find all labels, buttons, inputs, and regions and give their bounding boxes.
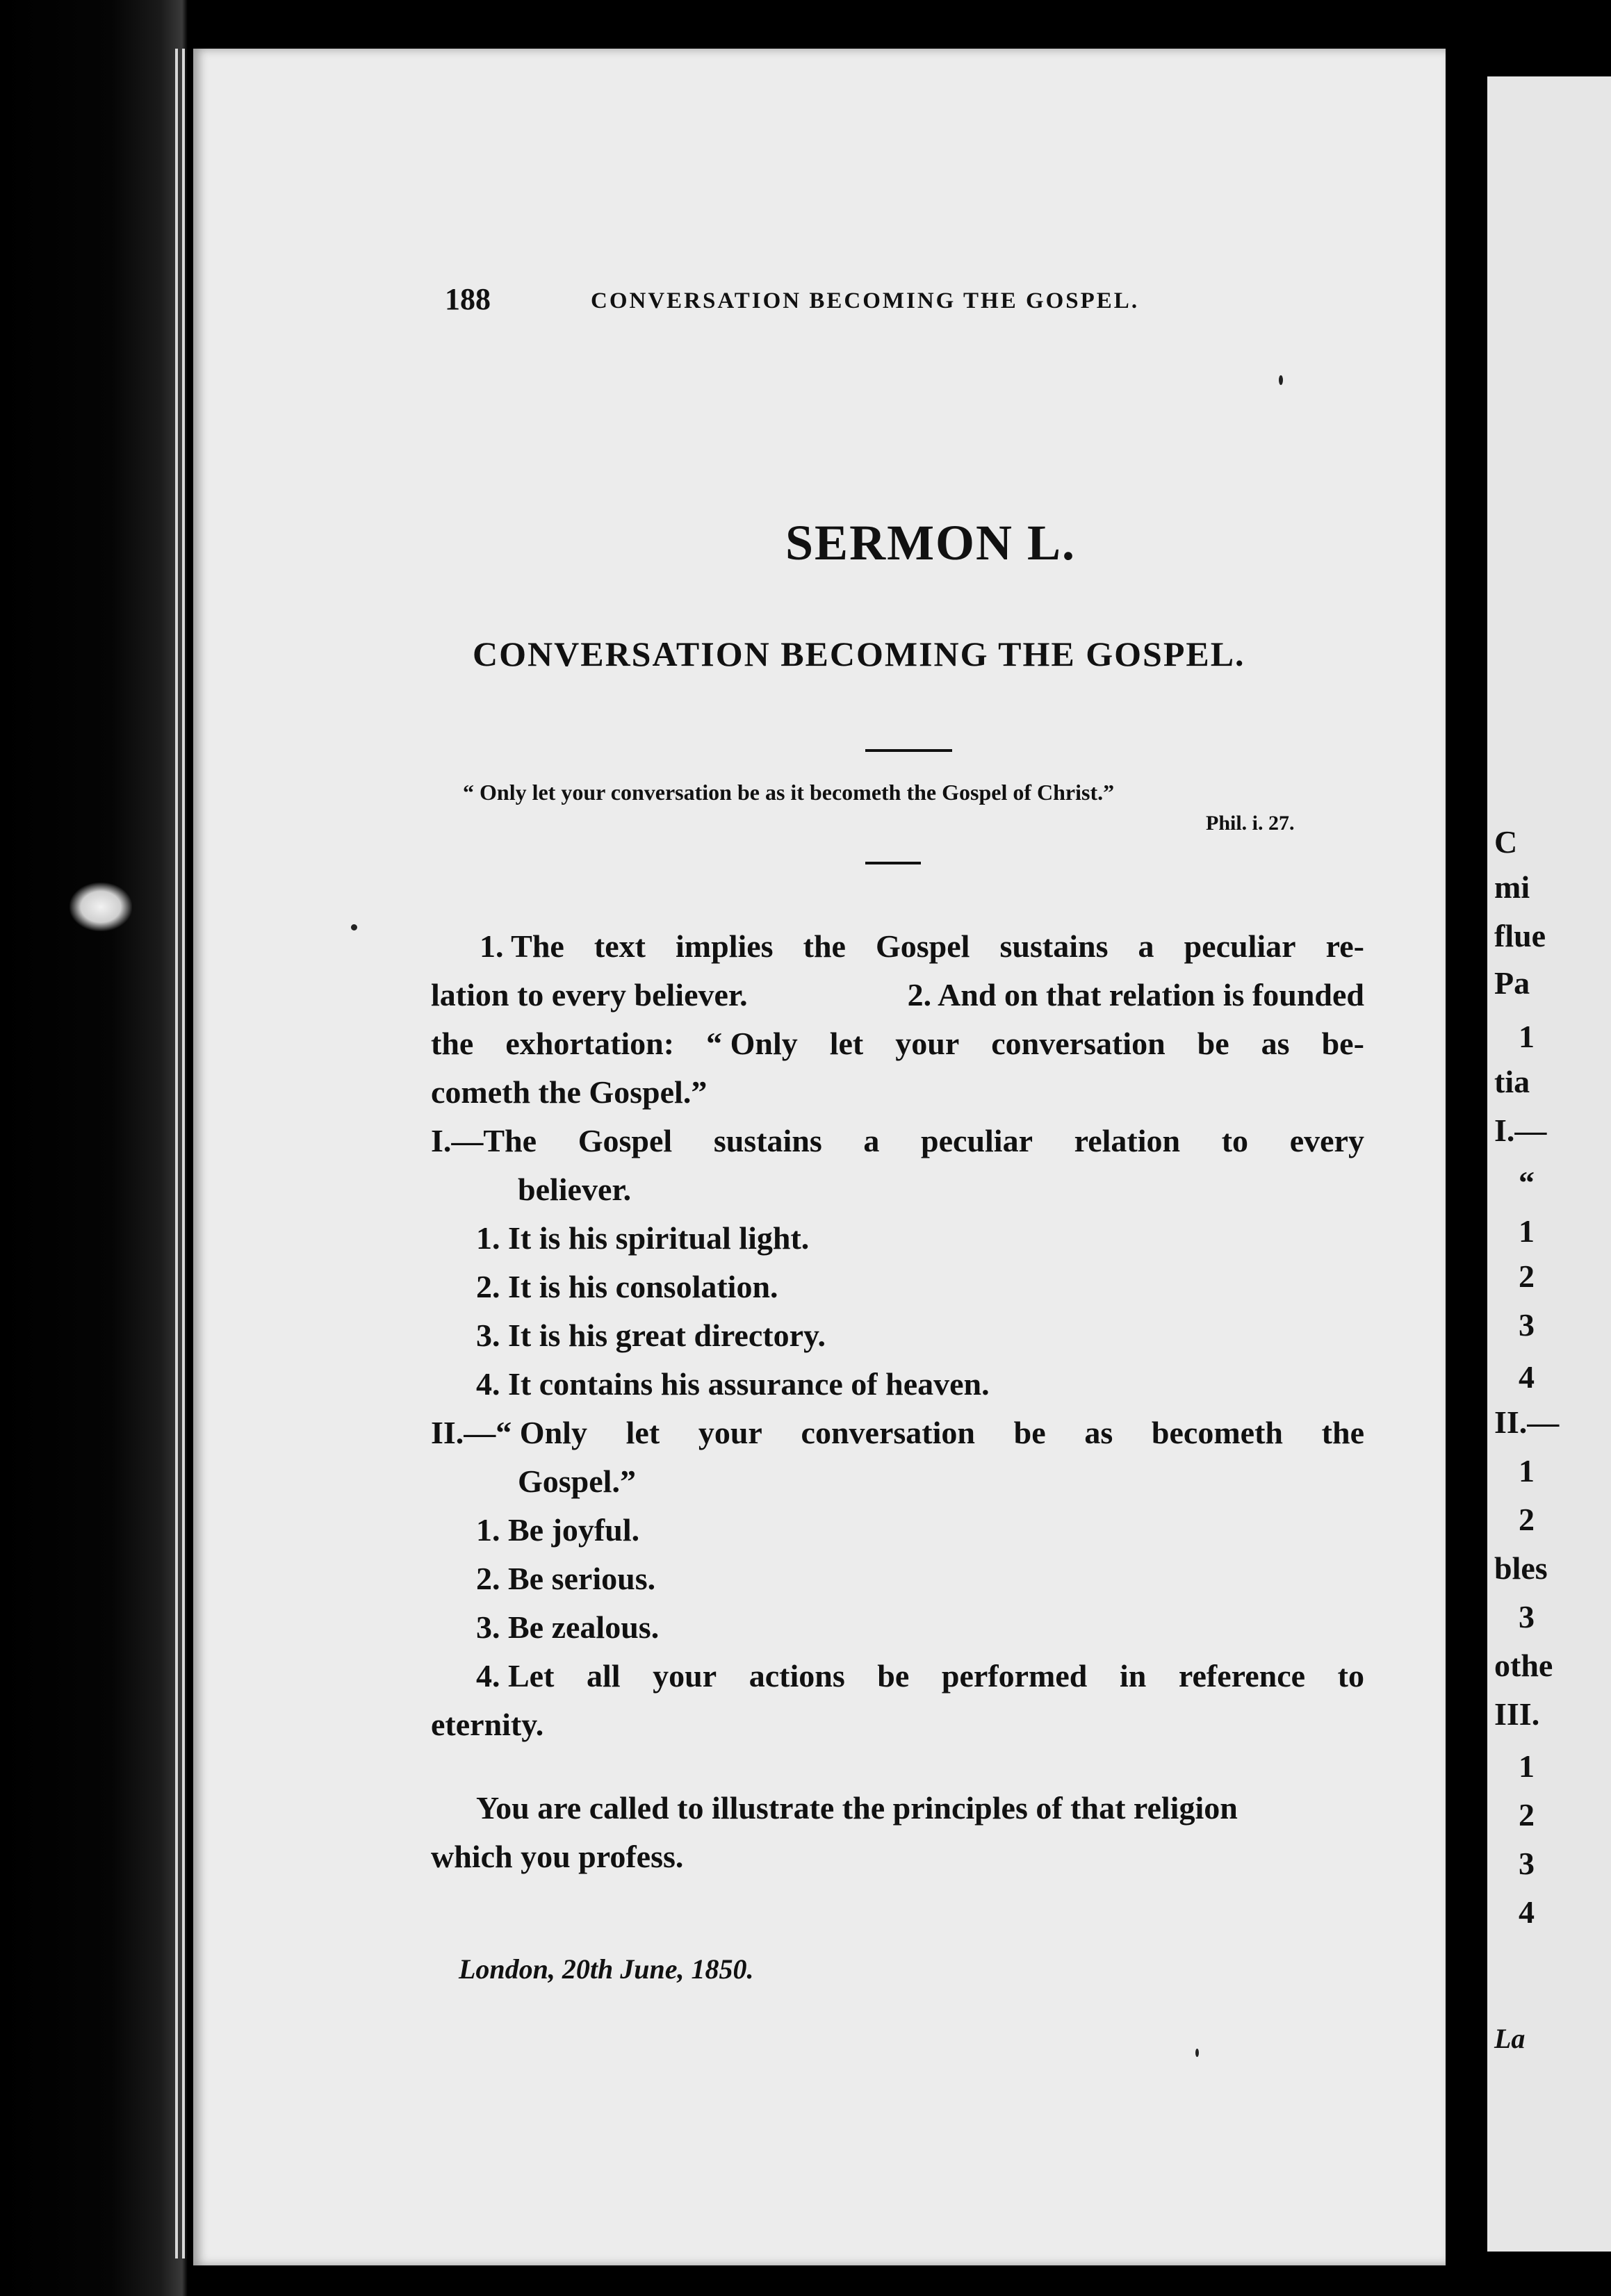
- sermon-subject: CONVERSATION BECOMING THE GOSPEL.: [473, 634, 1245, 673]
- facing-fragment: La: [1494, 2023, 1526, 2054]
- ink-speck: [351, 924, 357, 930]
- facing-fragment: Pa: [1494, 965, 1530, 1001]
- divider-rule: [865, 862, 921, 864]
- facing-fragment: 1: [1519, 1019, 1535, 1054]
- section-1-item: 2. It is his consolation.: [476, 1269, 778, 1304]
- section-1-item: 1. It is his spiritual light.: [476, 1220, 810, 1256]
- facing-fragment: mi: [1494, 869, 1530, 905]
- section-2-item-cont: eternity.: [431, 1707, 544, 1742]
- facing-fragment: 4: [1519, 1359, 1535, 1395]
- section-2-item: 2. Be serious.: [476, 1561, 656, 1596]
- facing-page-edge: [1487, 76, 1611, 2252]
- binding-edge-line: [182, 49, 185, 2258]
- intro-line-2: lation to every believer. 2. And on that relation is founded: [431, 977, 1364, 1012]
- facing-fragment: I.—: [1494, 1113, 1547, 1148]
- sermon-title: SERMON L.: [785, 515, 1077, 571]
- facing-fragment: bles: [1494, 1550, 1548, 1586]
- section-2-item: 1. Be joyful.: [476, 1512, 640, 1548]
- section-1-heading: I.—The Gospel sustains a peculiar relation to every: [431, 1123, 1364, 1158]
- section-1-item: 3. It is his great directory.: [476, 1318, 826, 1353]
- facing-fragment: flue: [1494, 918, 1546, 953]
- facing-fragment: 1: [1519, 1213, 1535, 1249]
- running-title: CONVERSATION BECOMING THE GOSPEL.: [591, 288, 1140, 313]
- closing-line-1: You are called to illustrate the principles of that religion: [476, 1790, 1238, 1826]
- intro-line-1: 1. The text implies the Gospel sustains a peculiar re-: [480, 928, 1364, 964]
- book-binding-shadow: [0, 0, 188, 2296]
- paper-blemish: [69, 883, 132, 931]
- facing-fragment: 3: [1519, 1307, 1535, 1343]
- page-gutter: [1446, 0, 1487, 2296]
- binding-edge-line: [175, 49, 178, 2258]
- section-1-heading-cont: believer.: [518, 1172, 632, 1207]
- epigraph-reference: Phil. i. 27.: [1206, 812, 1295, 835]
- facing-fragment: 2: [1519, 1797, 1535, 1832]
- facing-fragment: 4: [1519, 1894, 1535, 1930]
- intro-line-4: cometh the Gospel.”: [431, 1074, 708, 1110]
- section-2-item: 3. Be zealous.: [476, 1609, 660, 1645]
- divider-rule: [865, 749, 952, 752]
- facing-fragment: tia: [1494, 1064, 1530, 1099]
- facing-fragment: III.: [1494, 1696, 1540, 1732]
- closing-line-2: which you profess.: [431, 1839, 684, 1874]
- facing-fragment: 1: [1519, 1748, 1535, 1784]
- facing-fragment: 2: [1519, 1502, 1535, 1537]
- facing-fragment: 2: [1519, 1258, 1535, 1294]
- section-2-heading-cont: Gospel.”: [518, 1463, 636, 1499]
- facing-fragment: 3: [1519, 1599, 1535, 1634]
- dateline: London, 20th June, 1850.: [459, 1953, 754, 1985]
- section-1-item: 4. It contains his assurance of heaven.: [476, 1366, 990, 1402]
- section-2-heading: II.—“ Only let your conversation be as becometh the: [431, 1415, 1364, 1450]
- ink-speck: [1279, 375, 1283, 385]
- page-number: 188: [445, 282, 491, 316]
- section-2-item: 4. Let all your actions be performed in reference to: [476, 1658, 1364, 1694]
- facing-fragment: 3: [1519, 1846, 1535, 1881]
- facing-fragment: othe: [1494, 1648, 1553, 1683]
- facing-fragment: II.—: [1494, 1404, 1560, 1440]
- epigraph: “ Only let your conversation be as it becometh the Gospel of Christ.”: [463, 780, 1115, 805]
- facing-fragment: 1: [1519, 1453, 1535, 1489]
- ink-speck: [1195, 2049, 1199, 2057]
- facing-fragment: “: [1519, 1165, 1535, 1200]
- facing-fragment: C: [1494, 824, 1518, 860]
- intro-line-3: the exhortation: “ Only let your conversation be as be-: [431, 1026, 1364, 1061]
